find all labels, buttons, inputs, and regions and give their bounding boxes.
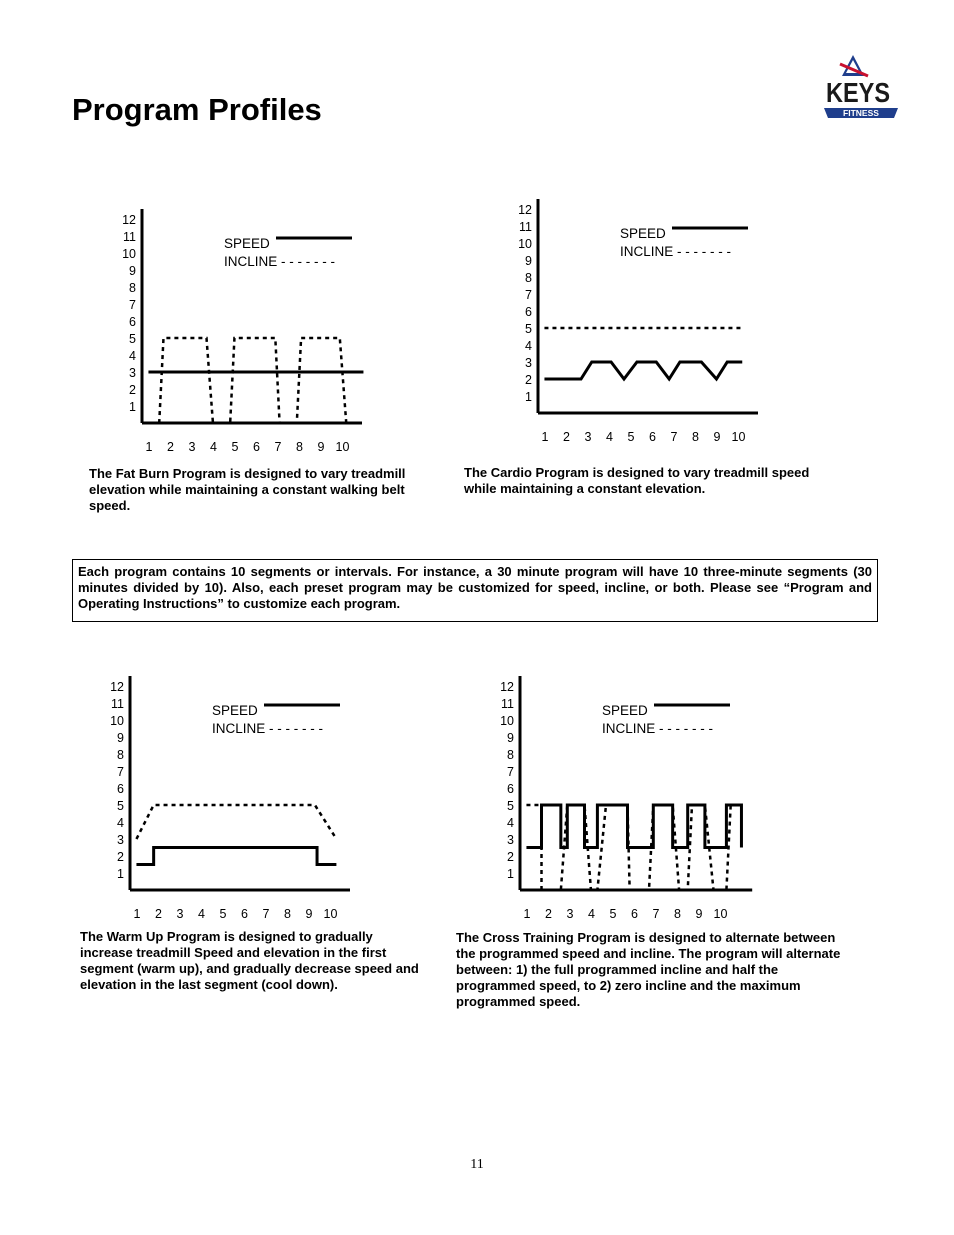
y-tick-label: 7	[117, 765, 124, 779]
x-tick-label: 5	[609, 907, 617, 921]
x-tick-label: 5	[231, 440, 239, 454]
y-tick-label: 5	[507, 799, 514, 813]
y-tick-label: 7	[525, 288, 532, 302]
y-tick-label: 8	[525, 271, 532, 285]
y-tick-label: 9	[117, 731, 124, 745]
x-tick-label: 2	[545, 907, 552, 921]
x-tick-label: 9	[695, 907, 703, 921]
page-title: Program Profiles	[72, 92, 322, 127]
cross-training-chart	[488, 672, 728, 932]
chart-svg	[98, 672, 348, 932]
keys-fitness-logo	[820, 52, 902, 122]
y-tick-label: 10	[500, 714, 514, 728]
y-tick-label: 6	[129, 315, 136, 329]
warm-up-caption: The Warm Up Program is designed to gradually increase treadmill Speed and elevation in the first segment (warm up), and gradually decrease speed and elevation in the last segment (cool down).	[80, 929, 419, 992]
x-tick-label: 10	[323, 907, 338, 921]
chart-svg	[506, 195, 756, 455]
legend-speed-label: SPEED	[602, 703, 648, 718]
y-tick-label: 3	[129, 366, 136, 380]
x-tick-label: 8	[296, 440, 303, 454]
legend-speed-label: SPEED	[224, 236, 270, 251]
y-tick-label: 11	[123, 230, 136, 244]
series-speed-line	[136, 848, 336, 865]
program-notice: Each program contains 10 segments or intervals. For instance, a 30 minute program will have 10 three-minute segments (30 minutes divided by 10). Also, each preset program may be customized for speed, incline, or both. Please see “Program and Operating Instructions” to customize each program.	[72, 559, 878, 622]
x-tick-label: 7	[670, 430, 678, 444]
x-tick-label: 6	[649, 430, 656, 444]
x-tick-label: 10	[713, 907, 728, 921]
logo-subword: FITNESS	[843, 108, 879, 118]
x-tick-label: 2	[155, 907, 162, 921]
y-tick-label: 8	[507, 748, 514, 762]
chart-svg	[488, 672, 738, 932]
x-tick-label: 7	[262, 907, 270, 921]
x-tick-label: 8	[692, 430, 699, 444]
y-tick-label: 12	[110, 680, 124, 694]
cardio-caption: The Cardio Program is designed to vary treadmill speed while maintaining a constant elevation.	[464, 465, 810, 496]
legend-incline-label: INCLINE - - - - - - -	[620, 244, 731, 259]
y-tick-label: 4	[525, 339, 532, 353]
x-tick-label: 3	[566, 907, 574, 921]
fat-burn-chart	[110, 205, 350, 465]
y-tick-label: 4	[129, 349, 136, 363]
y-tick-label: 2	[507, 850, 514, 864]
x-tick-label: 6	[253, 440, 260, 454]
y-tick-label: 6	[507, 782, 514, 796]
legend-speed-label: SPEED	[620, 226, 666, 241]
y-tick-label: 7	[129, 298, 136, 312]
y-tick-label: 4	[507, 816, 514, 830]
y-tick-label: 11	[111, 697, 124, 711]
x-tick-label: 8	[284, 907, 291, 921]
cross-training-caption: The Cross Training Program is designed to alternate between the programmed speed and incline. The program will alternate between: 1) the full programmed incline and half the programmed speed, to 2) zero incline and the maximum programmed speed.	[456, 930, 841, 1009]
y-tick-label: 8	[129, 281, 136, 295]
y-tick-label: 9	[525, 254, 532, 268]
y-tick-label: 4	[117, 816, 124, 830]
y-tick-label: 3	[507, 833, 514, 847]
x-tick-label: 10	[335, 440, 350, 454]
y-tick-label: 1	[129, 400, 136, 414]
y-tick-label: 1	[507, 867, 514, 881]
y-tick-label: 5	[117, 799, 124, 813]
y-tick-label: 7	[507, 765, 514, 779]
y-tick-label: 12	[518, 203, 532, 217]
x-tick-label: 1	[145, 440, 153, 454]
y-tick-label: 3	[525, 356, 532, 370]
x-tick-label: 7	[274, 440, 282, 454]
y-tick-label: 6	[525, 305, 532, 319]
legend-incline-label: INCLINE - - - - - - -	[224, 254, 335, 269]
y-tick-label: 2	[117, 850, 124, 864]
y-tick-label: 11	[501, 697, 514, 711]
x-tick-label: 4	[606, 430, 613, 444]
fat-burn-caption: The Fat Burn Program is designed to vary treadmill elevation while maintaining a constant walking belt speed.	[89, 466, 406, 513]
x-tick-label: 1	[541, 430, 549, 444]
y-tick-label: 9	[129, 264, 136, 278]
legend-incline-label: INCLINE - - - - - - -	[602, 721, 713, 736]
y-tick-label: 2	[129, 383, 136, 397]
x-tick-label: 2	[167, 440, 174, 454]
warm-up-chart	[98, 672, 338, 932]
y-tick-label: 8	[117, 748, 124, 762]
x-tick-label: 10	[731, 430, 746, 444]
x-tick-label: 6	[241, 907, 248, 921]
x-tick-label: 3	[188, 440, 196, 454]
x-tick-label: 4	[210, 440, 217, 454]
y-tick-label: 10	[518, 237, 532, 251]
y-tick-label: 11	[519, 220, 532, 234]
x-tick-label: 4	[198, 907, 205, 921]
x-tick-label: 9	[305, 907, 313, 921]
y-tick-label: 5	[129, 332, 136, 346]
series-speed-line	[544, 362, 742, 379]
y-tick-label: 12	[500, 680, 514, 694]
x-tick-label: 3	[176, 907, 184, 921]
legend-incline-label: INCLINE - - - - - - -	[212, 721, 323, 736]
chart-svg	[110, 205, 360, 465]
x-tick-label: 6	[631, 907, 638, 921]
x-tick-label: 5	[219, 907, 227, 921]
y-tick-label: 10	[110, 714, 124, 728]
logo-word: KEYS	[826, 77, 890, 108]
x-tick-label: 2	[563, 430, 570, 444]
series-incline-line	[136, 805, 336, 839]
y-tick-label: 2	[525, 373, 532, 387]
x-tick-label: 4	[588, 907, 595, 921]
series-incline-line	[159, 338, 346, 423]
y-tick-label: 6	[117, 782, 124, 796]
x-tick-label: 5	[627, 430, 635, 444]
x-tick-label: 7	[652, 907, 660, 921]
x-tick-label: 9	[317, 440, 325, 454]
page-number: 11	[470, 1157, 484, 1172]
y-tick-label: 10	[122, 247, 136, 261]
legend-speed-label: SPEED	[212, 703, 258, 718]
x-tick-label: 8	[674, 907, 681, 921]
y-tick-label: 1	[117, 867, 124, 881]
y-tick-label: 12	[122, 213, 136, 227]
cardio-chart	[506, 195, 746, 455]
y-tick-label: 5	[525, 322, 532, 336]
x-tick-label: 9	[713, 430, 721, 444]
y-tick-label: 1	[525, 390, 532, 404]
x-tick-label: 3	[584, 430, 592, 444]
y-tick-label: 3	[117, 833, 124, 847]
x-tick-label: 1	[133, 907, 141, 921]
y-tick-label: 9	[507, 731, 514, 745]
x-tick-label: 1	[523, 907, 531, 921]
